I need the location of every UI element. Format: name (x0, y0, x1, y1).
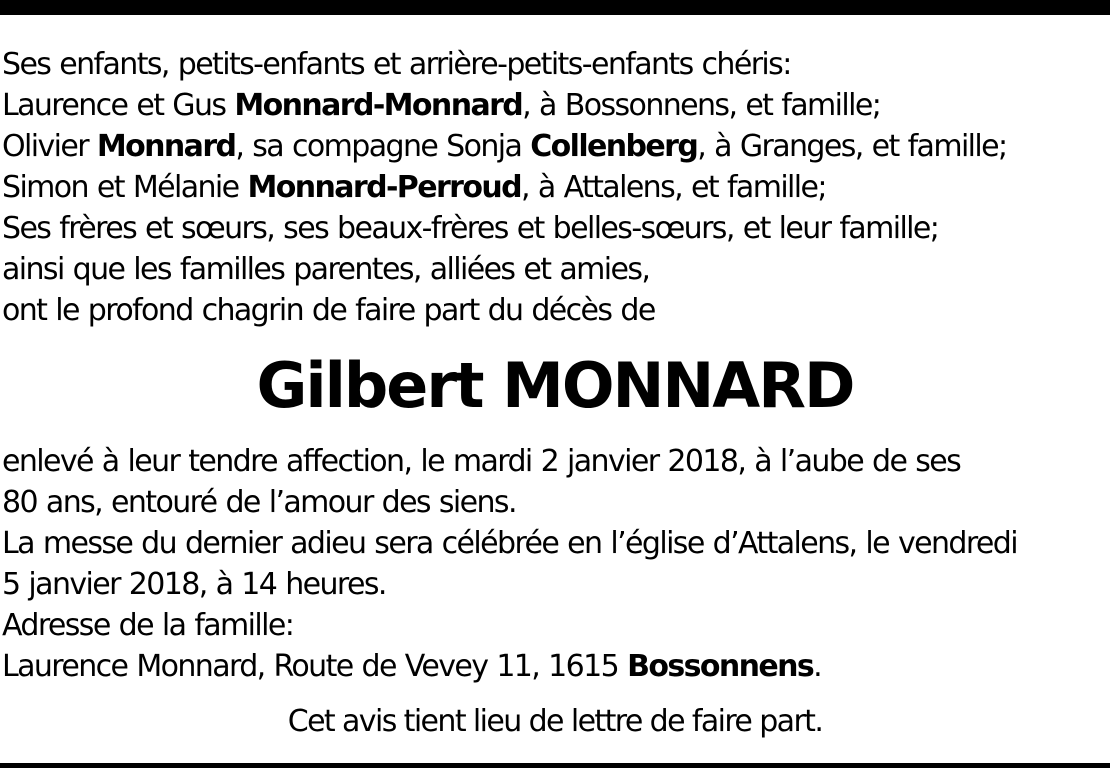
details-line-address (2, 646, 1108, 687)
surname-bold: Collenberg (530, 129, 698, 164)
deceased-name: Gilbert MONNARD (256, 349, 854, 422)
intro-line-families: ainsi que les familles parentes, alliées et amies, (2, 252, 650, 287)
bottom-rule (0, 763, 1110, 768)
obituary-details (2, 441, 1108, 687)
text-segment: , sa compagne Sonja (235, 129, 531, 164)
locality-bold: Bossonnens (627, 649, 814, 684)
notice-line: Cet avis tient lieu de lettre de faire part. (287, 704, 823, 739)
details-line-age: 80 ans, entouré de l’amour des siens. (2, 485, 516, 520)
top-rule (0, 0, 1110, 15)
surname-bold: Monnard-Perroud (247, 170, 521, 205)
intro-line-olivier (2, 126, 1108, 167)
details-line-mass: La messe du dernier adieu sera célébrée en l’église d’Attalens, le vendredi (2, 526, 1017, 561)
intro-line-simon (2, 167, 1108, 208)
surname-bold: Monnard-Monnard (234, 88, 523, 123)
text-segment: . (813, 649, 822, 684)
details-line-mass-date: 5 janvier 2018, à 14 heures. (2, 567, 386, 602)
intro-line-laurence (2, 85, 1108, 126)
family-announcement (2, 44, 1108, 331)
intro-line-siblings: Ses frères et sœurs, ses beaux-frères et belles-sœurs, et leur famille; (2, 211, 939, 246)
surname-bold: Monnard (96, 129, 236, 164)
details-line-address-label: Adresse de la famille: (2, 608, 294, 643)
text-segment: , à Bossonnens, et famille; (522, 88, 881, 123)
text-segment: Laurence et Gus (2, 88, 235, 123)
intro-line-children: Ses enfants, petits-enfants et arrière-petits-enfants chéris: (2, 47, 791, 82)
text-segment: Olivier (2, 129, 97, 164)
text-segment: Laurence Monnard, Route de Vevey 11, 1615 (2, 649, 628, 684)
text-segment: Simon et Mélanie (2, 170, 248, 205)
text-segment: , à Attalens, et famille; (520, 170, 826, 205)
details-line-death: enlevé à leur tendre affection, le mardi 2 janvier 2018, à l’aube de ses (2, 444, 961, 479)
text-segment: , à Granges, et famille; (697, 129, 1007, 164)
intro-line-announcement: ont le profond chagrin de faire part du décès de (2, 293, 655, 328)
